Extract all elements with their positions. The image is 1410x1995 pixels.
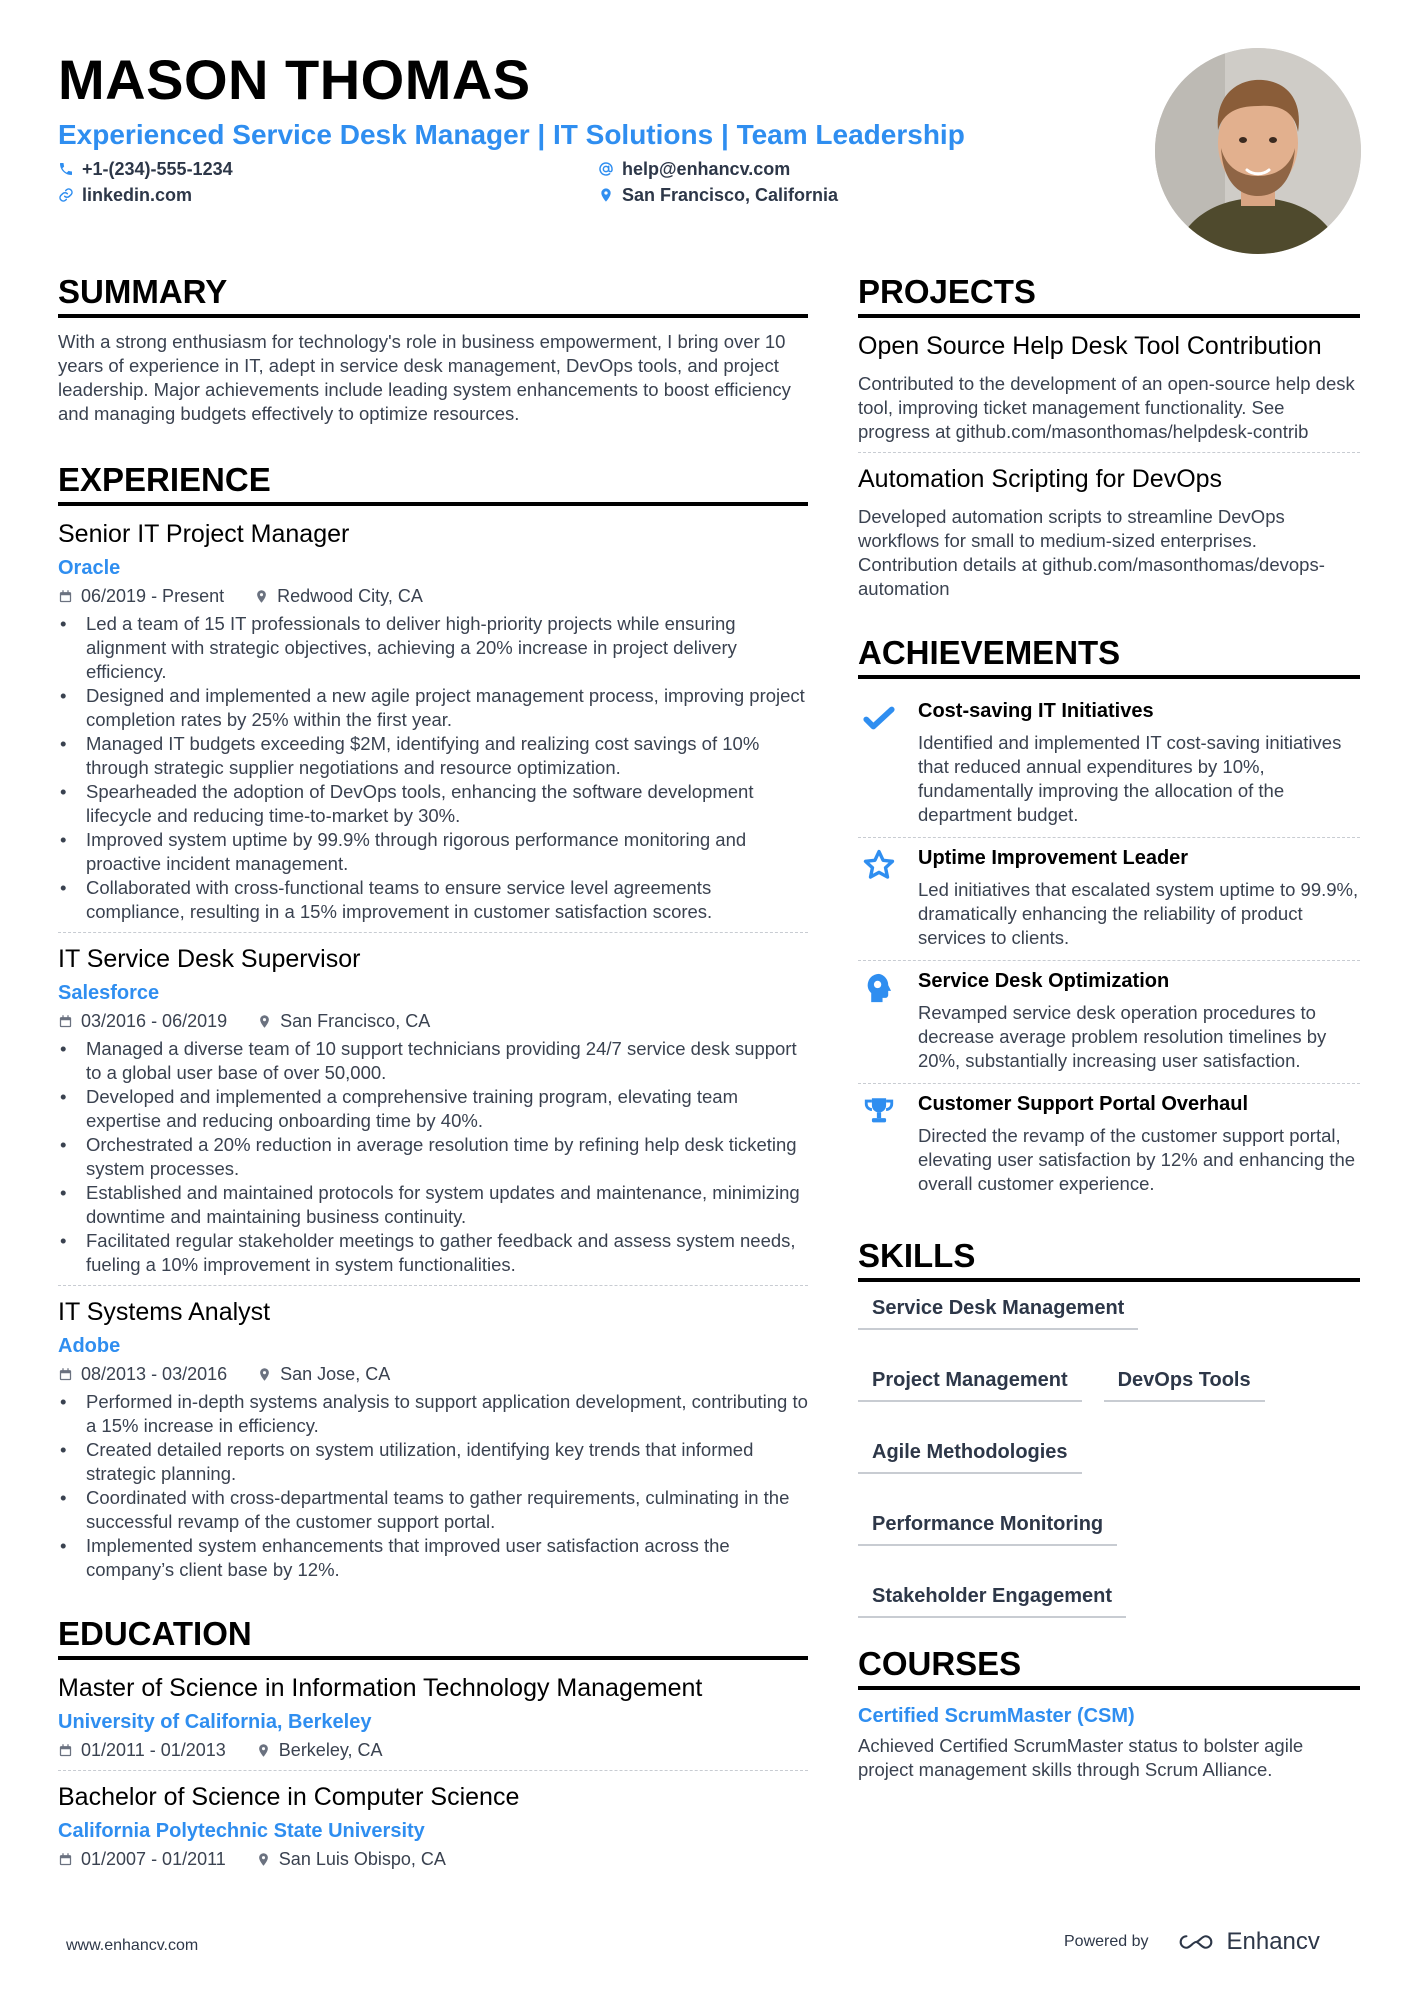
footer-branding (1064, 1928, 1320, 1956)
location-pin-icon (257, 1014, 272, 1029)
calendar-icon (58, 1014, 73, 1029)
bullet-item: • Collaborated with cross-functional teams to ensure service level agreements compliance, resulting in a 15% improvement in customer satisfaction scores. (58, 876, 808, 924)
achievement-body (918, 697, 1360, 827)
footer-website[interactable]: www.enhancv.com (66, 1937, 199, 1954)
project-title: Automation Scripting for DevOps (858, 465, 1223, 493)
calendar-icon (58, 589, 73, 604)
skill-tag: DevOps Tools (1104, 1366, 1265, 1402)
achievements-heading: ACHIEVEMENTS (858, 633, 1360, 679)
courses-heading: COURSES (858, 1644, 1360, 1690)
achievement-body (918, 1090, 1360, 1196)
experience-heading: EXPERIENCE (58, 460, 808, 506)
location-pin-icon (256, 1743, 271, 1758)
education-dates (58, 1738, 226, 1762)
right-column (858, 272, 1360, 1782)
job-location-text: San Francisco, CA (280, 1011, 431, 1031)
project-title: Open Source Help Desk Tool Contribution (858, 332, 1322, 360)
linkedin-url[interactable]: linkedin.com (82, 185, 193, 205)
achievement-title: Customer Support Portal Overhaul (918, 1093, 1249, 1115)
project-description: Developed automation scripts to streamline DevOps workflows for small to medium-sized enterprises. Contribution details at github.com/masonthomas/devops-automation (858, 506, 1325, 599)
experience-entry (58, 943, 808, 1286)
job-dates (58, 584, 224, 608)
job-bullets (58, 612, 808, 924)
bullet-item: • Spearheaded the adoption of DevOps tools, enhancing the software development lifecycle and reducing time-to-market by 30%. (58, 780, 808, 828)
achievement-entry (858, 838, 1360, 961)
calendar-icon (58, 1367, 73, 1382)
enhancv-logo-icon (1173, 1930, 1219, 1954)
job-dates-text: 06/2019 - Present (81, 586, 225, 606)
company-name: Salesforce (58, 982, 160, 1004)
achievement-body (918, 844, 1360, 950)
job-title: IT Service Desk Supervisor (58, 945, 361, 973)
bullet-item: • Established and maintained protocols for system updates and maintenance, minimizing downtime and maintaining business continuity. (58, 1181, 808, 1229)
projects-heading: PROJECTS (858, 272, 1360, 318)
linkedin-contact[interactable] (58, 184, 598, 206)
school-name: California Polytechnic State University (58, 1820, 425, 1842)
bullet-item: • Facilitated regular stakeholder meetings to gather feedback and assess system needs, fueling a 10% improvement in system functionalities. (58, 1229, 808, 1277)
achievement-title: Uptime Improvement Leader (918, 847, 1189, 869)
bullet-item: • Performed in-depth systems analysis to support application development, contributing to a 15% increase in efficiency. (58, 1390, 808, 1438)
skills-list (858, 1294, 1360, 1618)
summary-heading: SUMMARY (58, 272, 808, 318)
education-dates-text: 01/2007 - 01/2011 (81, 1849, 226, 1869)
job-location-text: Redwood City, CA (277, 586, 423, 606)
job-meta (58, 584, 808, 608)
course-description: Achieved Certified ScrumMaster status to bolster agile project management skills through Scrum Alliance. (858, 1735, 1304, 1780)
job-bullets (58, 1037, 808, 1277)
achievement-body (918, 967, 1360, 1073)
left-column (58, 272, 808, 1889)
bullet-item: • Improved system uptime by 99.9% through rigorous performance monitoring and proactive incident management. (58, 828, 808, 876)
education-meta (58, 1847, 808, 1871)
achievement-entry (858, 961, 1360, 1084)
achievement-description: Identified and implemented IT cost-saving initiatives that reduced annual expenditures by 10%, fundamentally improving the allocation of the department budget. (918, 732, 1342, 825)
job-dates (58, 1362, 227, 1386)
skills-heading: SKILLS (858, 1236, 1360, 1282)
job-location (254, 584, 423, 608)
location-pin-icon (254, 589, 269, 604)
achievement-title: Cost-saving IT Initiatives (918, 700, 1154, 722)
education-location-text: San Luis Obispo, CA (278, 1849, 446, 1869)
link-icon (58, 187, 74, 203)
bullet-item: • Implemented system enhancements that improved user satisfaction across the company’s client base by 12%. (58, 1534, 808, 1582)
bullet-item: • Led a team of 15 IT professionals to deliver high-priority projects while ensuring alignment with strategic objectives, achieving a 20% increase in project delivery efficiency. (58, 612, 808, 684)
education-dates (58, 1847, 226, 1871)
experience-entry (58, 1296, 808, 1590)
bullet-item: • Created detailed reports on system utilization, identifying key trends that informed strategic planning. (58, 1438, 808, 1486)
location-pin-icon (257, 1367, 272, 1382)
job-title: Senior IT Project Manager (58, 520, 350, 548)
avatar (1155, 48, 1361, 254)
achievement-icon-wrap (858, 697, 900, 827)
bullet-item: • Managed a diverse team of 10 support technicians providing 24/7 service desk support to a global user base of over 50,000. (58, 1037, 808, 1085)
company-name: Oracle (58, 557, 121, 579)
calendar-icon (58, 1743, 73, 1758)
achievement-description: Directed the revamp of the customer support portal, elevating user satisfaction by 12% and enhancing the overall customer experience. (918, 1125, 1356, 1194)
location-text: San Francisco, California (622, 185, 839, 205)
course-title: Certified ScrumMaster (CSM) (858, 1705, 1135, 1727)
location-pin-icon (598, 187, 614, 203)
job-location (257, 1362, 390, 1386)
achievement-title: Service Desk Optimization (918, 970, 1170, 992)
bullet-item: • Coordinated with cross-departmental teams to gather requirements, culminating in the successful revamp of the customer support portal. (58, 1486, 808, 1534)
candidate-title: Experienced Service Desk Manager | IT Solutions | Team Leadership (58, 119, 965, 150)
experience-entry (58, 518, 808, 933)
education-location (256, 1738, 383, 1762)
summary-text: With a strong enthusiasm for technology's role in business empowerment, I bring over 10 years of experience in IT, adept in service desk management, DevOps tools, and project leadership. Major achievements include leading system enhancements to boost efficiency and managing budgets effectively to optimize resources. (58, 331, 791, 424)
education-entry (58, 1781, 808, 1879)
achievement-entry (858, 1084, 1360, 1206)
project-description: Contributed to the development of an open-source help desk tool, improving ticket management functionality. See progress at github.com/masonthomas/helpdesk-contrib (858, 373, 1355, 442)
brand-logo[interactable] (1173, 1928, 1320, 1956)
bullet-item: • Managed IT budgets exceeding $2M, identifying and realizing cost savings of 10% through strategic supplier negotiations and resource optimization. (58, 732, 808, 780)
achievement-icon-wrap (858, 1090, 900, 1196)
achievement-description: Led initiatives that escalated system uptime to 99.9%, dramatically enhancing the reliability of product services to clients. (918, 879, 1359, 948)
contact-info (58, 158, 1138, 206)
education-dates-text: 01/2011 - 01/2013 (81, 1740, 226, 1760)
bullet-item: • Orchestrated a 20% reduction in average resolution time by refining help desk ticketing system processes. (58, 1133, 808, 1181)
job-dates (58, 1009, 227, 1033)
education-location-text: Berkeley, CA (278, 1740, 383, 1760)
phone-icon (58, 161, 74, 177)
location-contact (598, 184, 1138, 206)
skill-tag: Stakeholder Engagement (858, 1582, 1126, 1618)
resume-header (58, 48, 1138, 206)
skill-tag: Performance Monitoring (858, 1510, 1117, 1546)
job-location (257, 1009, 430, 1033)
education-location (256, 1847, 446, 1871)
skill-tag: Agile Methodologies (858, 1438, 1082, 1474)
education-entry (58, 1672, 808, 1771)
email-contact[interactable] (598, 158, 1138, 180)
education-heading: EDUCATION (58, 1614, 808, 1660)
project-entry (858, 330, 1360, 453)
bullet-item: • Designed and implemented a new agile project management process, improving project completion rates by 25% within the first year. (58, 684, 808, 732)
phone-number: +1-(234)-555-1234 (82, 159, 233, 179)
brand-name: Enhancv (1226, 1928, 1320, 1955)
location-pin-icon (256, 1852, 271, 1867)
education-meta (58, 1738, 808, 1762)
job-title: IT Systems Analyst (58, 1298, 271, 1326)
degree-title: Bachelor of Science in Computer Science (58, 1783, 520, 1811)
job-bullets (58, 1390, 808, 1582)
project-entry (858, 463, 1360, 609)
company-name: Adobe (58, 1335, 121, 1357)
email-address[interactable]: help@enhancv.com (622, 159, 791, 179)
job-dates-text: 03/2016 - 06/2019 (81, 1011, 228, 1031)
checkmark-icon (862, 701, 896, 735)
achievement-icon-wrap (858, 844, 900, 950)
degree-title: Master of Science in Information Technology Management (58, 1674, 703, 1702)
job-meta (58, 1362, 808, 1386)
achievement-description: Revamped service desk operation procedures to decrease average problem resolution timelines by 20%, substantially increasing user satisfaction. (918, 1002, 1327, 1071)
job-location-text: San Jose, CA (280, 1364, 391, 1384)
bullet-item: • Developed and implemented a comprehensive training program, elevating team expertise and reducing onboarding time by 40%. (58, 1085, 808, 1133)
star-icon (862, 848, 896, 882)
job-meta (58, 1009, 808, 1033)
course-entry (858, 1702, 1360, 1782)
school-name: University of California, Berkeley (58, 1711, 372, 1733)
achievement-entry (858, 691, 1360, 838)
skill-tag: Service Desk Management (858, 1294, 1138, 1330)
calendar-icon (58, 1852, 73, 1867)
head-idea-icon (862, 971, 896, 1005)
profile-photo (1155, 48, 1361, 254)
achievement-icon-wrap (858, 967, 900, 1073)
trophy-icon (862, 1094, 896, 1128)
phone-contact (58, 158, 598, 180)
job-dates-text: 08/2013 - 03/2016 (81, 1364, 228, 1384)
powered-by-label: Powered by (1064, 1933, 1149, 1950)
candidate-name: MASON THOMAS (58, 48, 531, 111)
skill-tag: Project Management (858, 1366, 1082, 1402)
at-icon (598, 161, 614, 177)
